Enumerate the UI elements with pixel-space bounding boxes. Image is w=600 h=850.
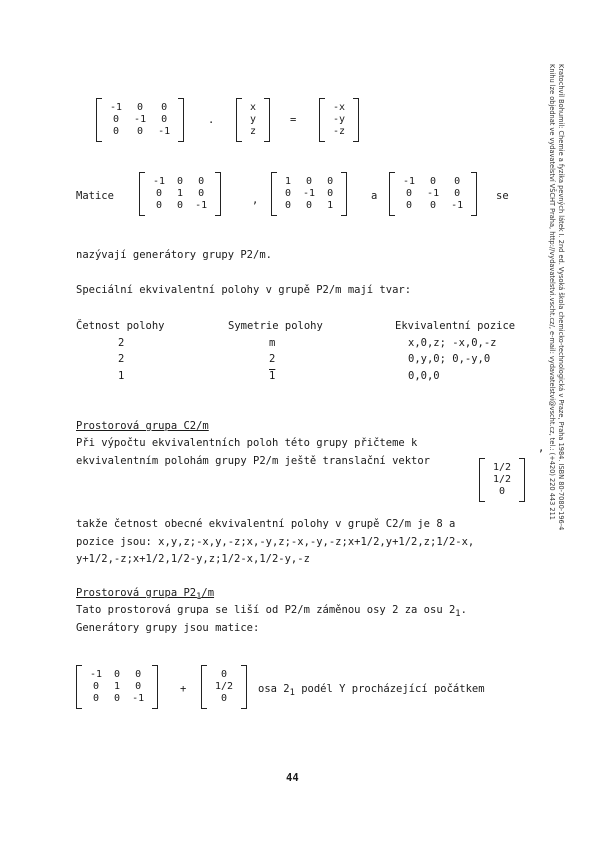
p21m-generator-matrix xyxy=(76,666,158,708)
matice-label: Matice xyxy=(76,190,114,202)
generator-matrix-2 xyxy=(271,173,347,215)
paragraph-line: y+1/2,-z;x+1/2,1/2-y,z;1/2-x,1/2-y,-z xyxy=(76,553,310,565)
matrix-entry: 1/2 xyxy=(493,474,512,485)
matrix-entry: 0 xyxy=(285,200,292,211)
matrix-entry: x xyxy=(250,102,257,113)
table-cell: 0,0,0 xyxy=(408,370,440,382)
matrix-entry: -1 xyxy=(132,693,145,704)
matrix-entry: z xyxy=(250,126,257,137)
screw-axis-description: osa $2_1$ podél Y procházející počátkem xyxy=(258,683,485,699)
word-se: se xyxy=(496,190,509,202)
paragraph-line: Generátory grupy jsou matice: xyxy=(76,622,260,634)
matrix-entry: 0 xyxy=(285,188,292,199)
side-note xyxy=(547,64,565,530)
paragraph-line: pozice jsou: x,y,z;-x,y,-z;x,-y,z;-x,-y,-z;x+1/2,y+1/2,z;1/2-x, xyxy=(76,536,475,548)
xyz-vector xyxy=(236,99,270,141)
matrix-entry: 0 xyxy=(198,176,205,187)
paragraph-line: Tato prostorová grupa se liší od P2/m záměnou osy 2 za osu $2_1$. xyxy=(76,604,467,620)
table-cell: x,0,z; -x,0,-z xyxy=(408,337,497,349)
matrix-entry: 1/2 xyxy=(493,462,512,473)
matrix-entry: 1 xyxy=(177,188,184,199)
matrix-entry: 0 xyxy=(93,681,100,692)
generators-sentence: nazývají generátory grupy P2/m. xyxy=(76,249,272,261)
matrix-entry: -1 xyxy=(403,176,416,187)
generator-matrix-1 xyxy=(139,173,221,215)
matrix-entry: 0 xyxy=(93,693,100,704)
matrix-entry: -x xyxy=(333,102,346,113)
matrix-entry: 0 xyxy=(221,693,228,704)
table-cell: 0,y,0; 0,-y,0 xyxy=(408,353,491,365)
matrix-entry: 0 xyxy=(430,176,437,187)
inversion-matrix xyxy=(96,99,184,141)
header-positions: Ekvivalentní pozice xyxy=(395,320,516,332)
header-symmetry: Symetrie polohy xyxy=(228,320,323,332)
matrix-entry: -z xyxy=(333,126,346,137)
matrix-entry: 0 xyxy=(454,176,461,187)
table-cell: 2 xyxy=(269,353,276,365)
matrix-entry: 0 xyxy=(454,188,461,199)
result-vector xyxy=(319,99,359,141)
section-heading-p21m: Prostorová grupa $P2_1/m$ xyxy=(76,587,215,603)
matrix-entry: 0 xyxy=(161,102,168,113)
side-note-line-1: Kratochvíl Bohumil: Chemie a fyzika pevných látek I. 2nd ed. Vysoká škola chemicko-technologická v Praze, Praha 1984. ISBN 80-7080-196-4 xyxy=(557,64,565,531)
matrix-entry: 0 xyxy=(327,188,334,199)
matrix-entry: 0 xyxy=(306,200,313,211)
paragraph-line: Při výpočtu ekvivalentních poloh této grupy přičteme k xyxy=(76,437,418,449)
table-cell: 1 xyxy=(269,370,276,382)
matrix-entry: 0 xyxy=(137,102,144,113)
matrix-entry: 0 xyxy=(198,188,205,199)
special-positions-sentence: Speciální ekvivalentní polohy v grupě P2/m mají tvar: xyxy=(76,284,412,296)
table-cell: m xyxy=(269,337,276,349)
matrix-entry: -y xyxy=(333,114,346,125)
plus-sign: + xyxy=(180,683,187,695)
matrix-entry: -1 xyxy=(134,114,147,125)
matrix-entry: 0 xyxy=(135,669,142,680)
matrix-entry: 0 xyxy=(114,669,121,680)
section-heading-c2m: Prostorová grupa C2/m xyxy=(76,420,209,432)
p21m-translation-vector xyxy=(201,666,247,708)
table-cell: 2 xyxy=(118,353,125,365)
matrix-entry: 0 xyxy=(135,681,142,692)
matrix-entry: -1 xyxy=(110,102,123,113)
matrix-entry: 0 xyxy=(327,176,334,187)
table-cell: 1 xyxy=(118,370,125,382)
matrix-entry: 1 xyxy=(114,681,121,692)
matrix-entry: y xyxy=(250,114,257,125)
matrix-entry: 0 xyxy=(499,486,506,497)
matrix-entry: 0 xyxy=(406,200,413,211)
matrix-entry: 1 xyxy=(285,176,292,187)
matrix-entry: 0 xyxy=(114,693,121,704)
matrix-entry: 1 xyxy=(327,200,334,211)
matrix-entry: -1 xyxy=(158,126,171,137)
translation-vector xyxy=(479,459,525,501)
matrix-entry: 0 xyxy=(113,114,120,125)
matrix-entry: -1 xyxy=(427,188,440,199)
matrix-entry: 0 xyxy=(306,176,313,187)
matrix-entry: 1/2 xyxy=(215,681,234,692)
paragraph-line: ekvivalentním polohám grupy P2/m ještě translační vektor xyxy=(76,455,431,467)
matrix-entry: 0 xyxy=(430,200,437,211)
matrix-entry: 0 xyxy=(156,188,163,199)
comma: , xyxy=(252,194,259,206)
header-multiplicity: Četnost polohy xyxy=(76,320,165,332)
generator-matrix-3 xyxy=(389,173,477,215)
matrix-entry: 0 xyxy=(161,114,168,125)
matrix-entry: -1 xyxy=(451,200,464,211)
matrix-entry: -1 xyxy=(153,176,166,187)
paragraph-line: takže četnost obecné ekvivalentní polohy v grupě C2/m je 8 a xyxy=(76,518,456,530)
dot-operator: . xyxy=(208,114,215,126)
matrix-entry: 0 xyxy=(156,200,163,211)
matrix-entry: 0 xyxy=(177,176,184,187)
comma: , xyxy=(538,442,545,454)
matrix-entry: -1 xyxy=(195,200,208,211)
matrix-entry: 0 xyxy=(406,188,413,199)
matrix-entry: 0 xyxy=(137,126,144,137)
matrix-entry: 0 xyxy=(221,669,228,680)
conjunction-a: a xyxy=(371,190,378,202)
matrix-entry: -1 xyxy=(90,669,103,680)
matrix-entry: 0 xyxy=(177,200,184,211)
page-number: 44 xyxy=(286,772,299,784)
equals-sign: = xyxy=(290,114,297,126)
matrix-entry: 0 xyxy=(113,126,120,137)
side-note-line-2: Knihu lze objednat ve vydavatelství VŠCHT Praha, http://vydavatelstvi.vscht.cz/, e-mail: vydavatelstvi@vscht.cz, tel.: (+420) 220 443 211 xyxy=(548,64,556,520)
table-cell: 2 xyxy=(118,337,125,349)
matrix-entry: -1 xyxy=(303,188,316,199)
